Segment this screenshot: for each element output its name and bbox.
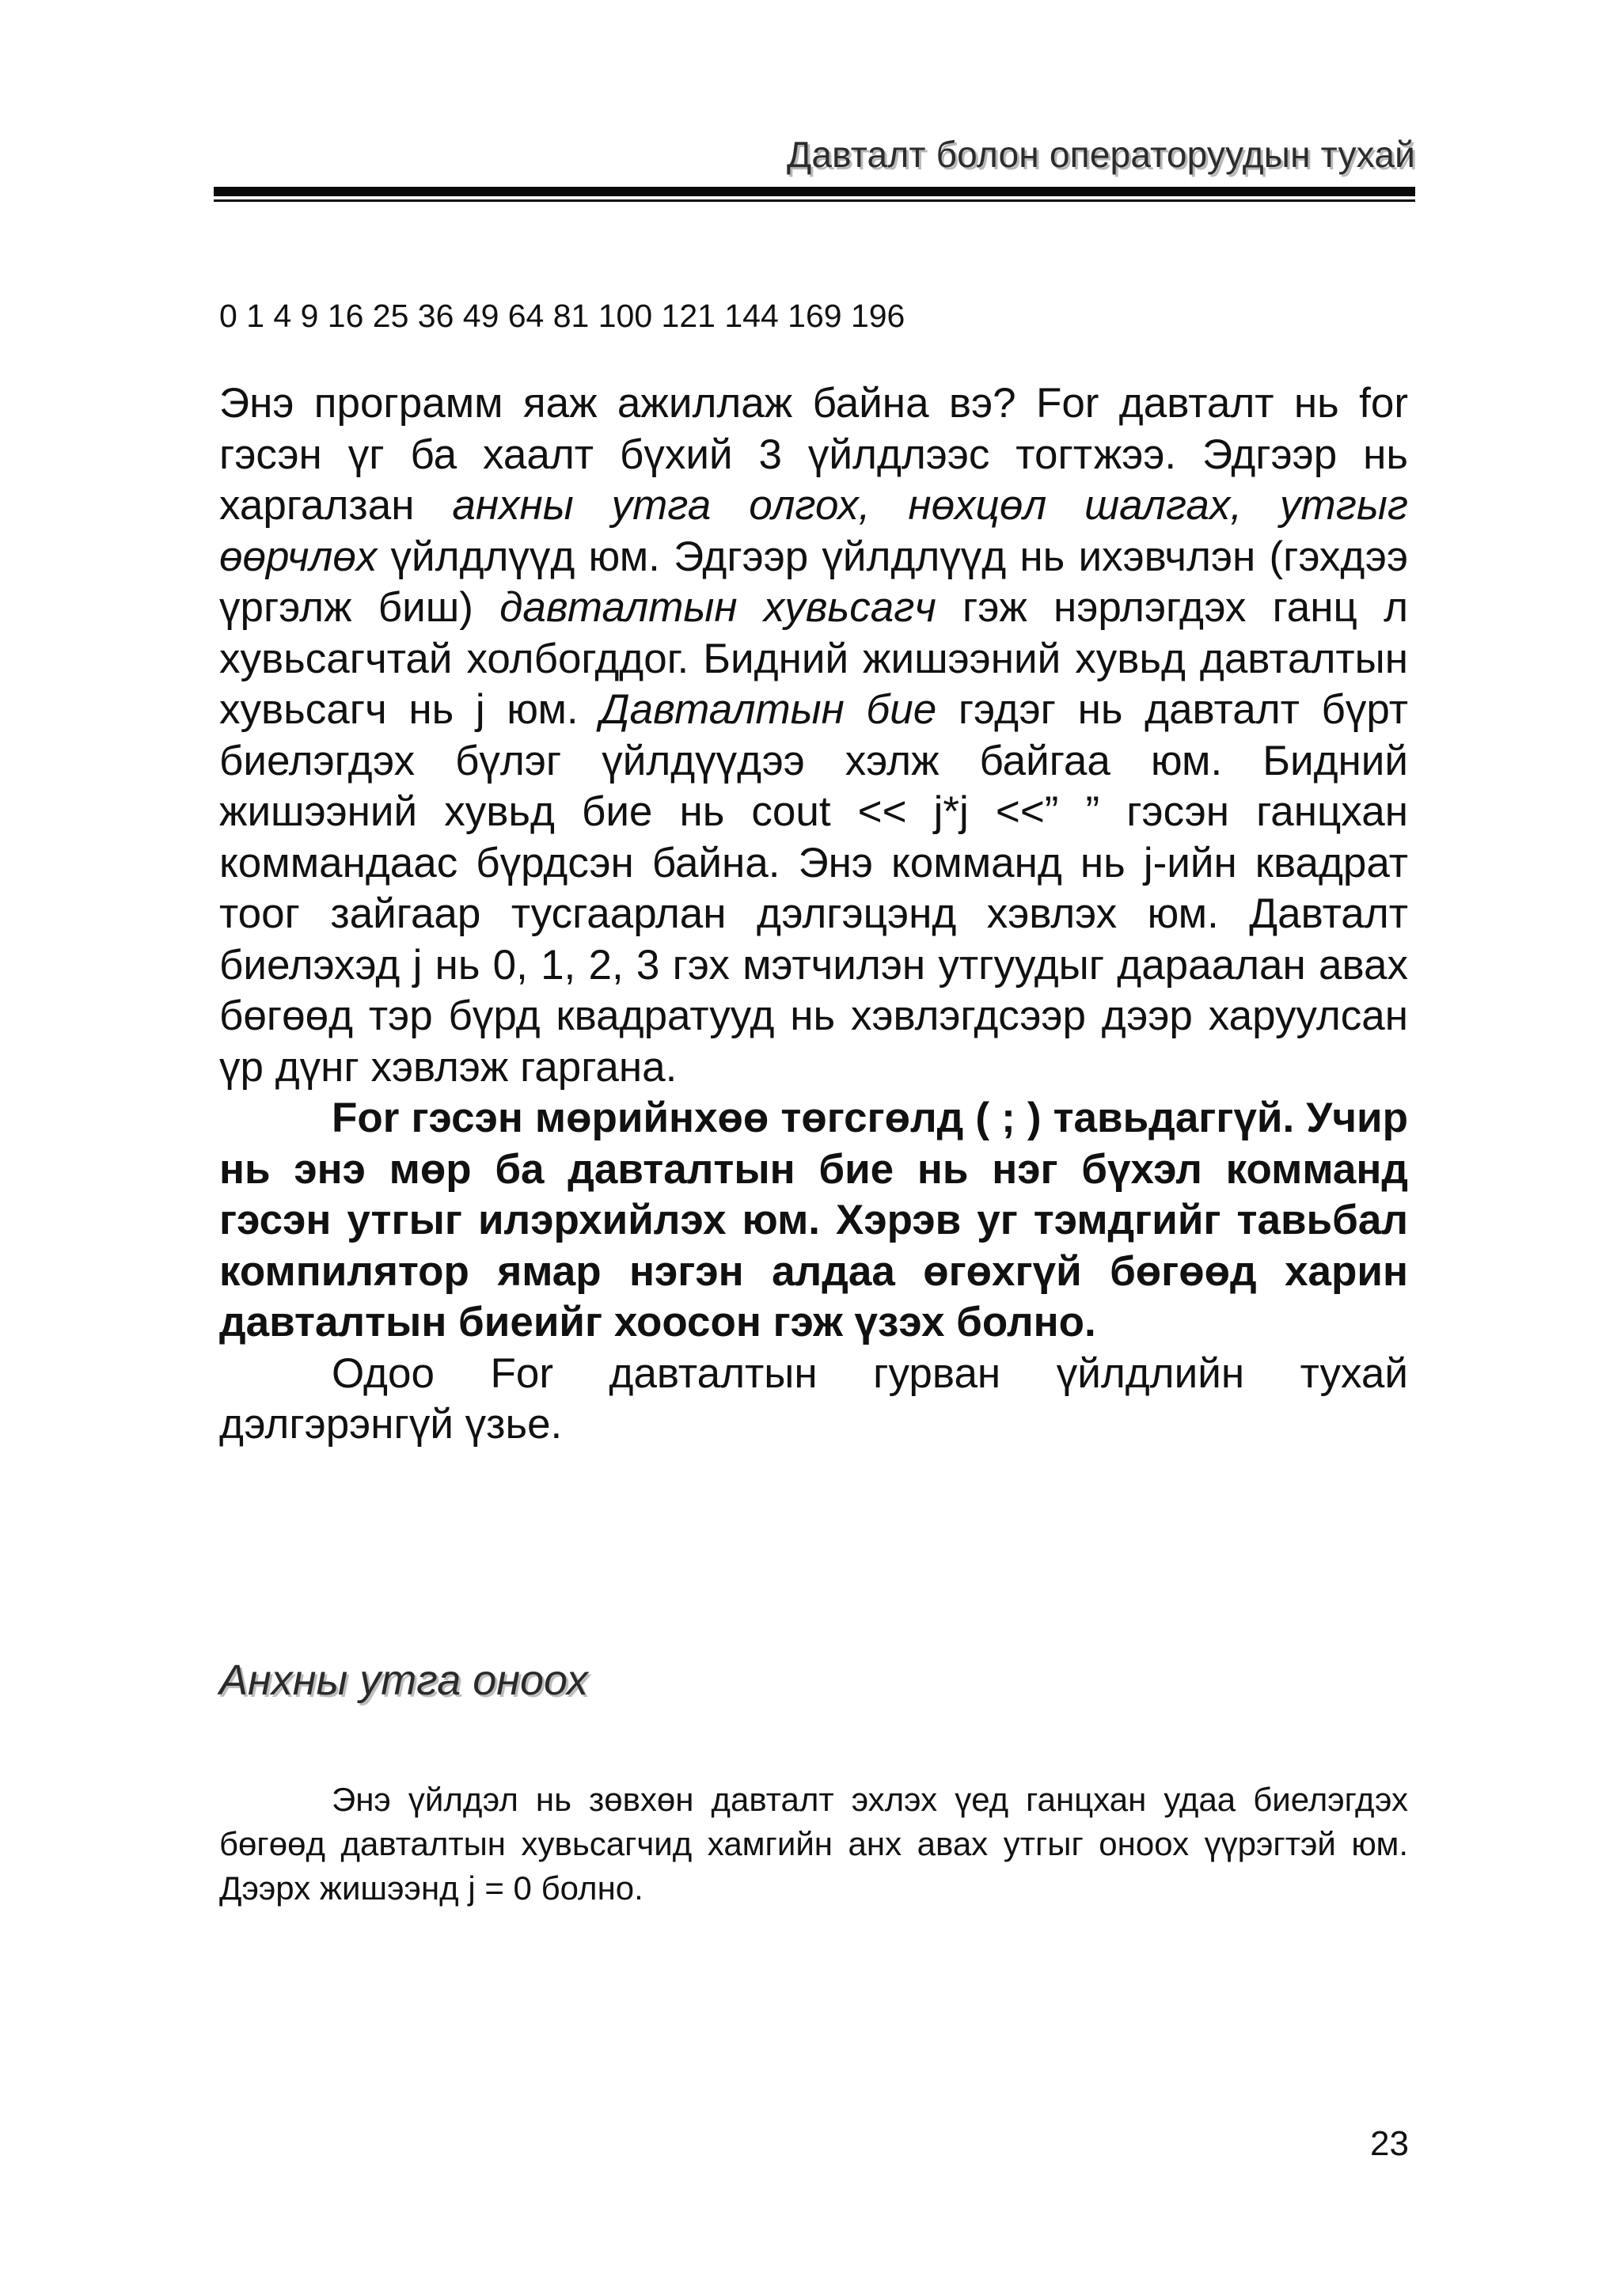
- section-body: [219, 1778, 1408, 1911]
- body-text: [219, 378, 1408, 1451]
- italic-term-operations: анхны утга олгох, нөхцөл шалгах, утгыг өөрчлөх: [219, 482, 1408, 580]
- paragraph-text-2: үйлдлүүд юм. Эдгээр үйлдлүүд нь ихэвчлэн (гэхдээ үргэлж биш): [219, 533, 1408, 631]
- program-output-line: 0 1 4 9 16 25 36 49 64 81 100 121 144 169 196: [219, 298, 905, 334]
- header-rule-thick: [214, 187, 1415, 196]
- italic-term-loop-variable: давталтын хувьсагч: [499, 584, 936, 631]
- page-number: 23: [1370, 2124, 1409, 2163]
- paragraph-text-1: Энэ программ яаж ажиллаж байна вэ? For давталт нь for гэсэн үг ба хаалт бүхий 3 үйлдлээс тогтжээ. Эдгээр нь харгалзан: [219, 380, 1408, 529]
- section-paragraph: Энэ үйлдэл нь зөвхөн давталт эхлэх үед ганцхан удаа биелэгдэх бөгөөд давталтын хувьсагчид хамгийн анх авах утгыг оноох үүрэгтэй юм. Дээрх жишээнд j = 0 болно.: [219, 1781, 1408, 1907]
- header-rule-thin: [214, 199, 1415, 202]
- paragraph-explanation: [219, 378, 1408, 1093]
- section-heading: Анхны утга оноох: [219, 1657, 588, 1704]
- paragraph-text-4: гэдэг нь давталт бүрт биелэгдэх бүлэг үйлдүүдээ хэлж байгаа юм. Бидний жишээний хувьд бие нь cout << j*j <<” ” гэсэн ганцхан коммандаас бүрдсэн байна. Энэ комманд нь j-ийн квадрат тоог зайгаар тусгаарлан дэлгэцэнд хэвлэх юм. Давталт биелэхэд j нь 0, 1, 2, 3 гэх мэтчилэн утгуудыг дараалан авах бөгөөд тэр бүрд квадратууд нь хэвлэгдсээр дээр харуулсан үр дүнг хэвлэж гаргана.: [219, 686, 1408, 1091]
- paragraph-text-3: гэж нэрлэгдэх ганц л хувьсагчтай холбогддог. Бидний жишээний хувьд давталтын хувьсагч нь j юм.: [219, 584, 1408, 733]
- running-header: Давталт болон операторуудын тухай: [787, 134, 1415, 175]
- paragraph-intro-next: Одоо For давталтын гурван үйлдлийн тухай дэлгэрэнгүй үзье.: [219, 1349, 1408, 1448]
- italic-term-loop-body: Давталтын бие: [600, 686, 937, 733]
- paragraph-semicolon-note: For гэсэн мөрийнхөө төгсгөлд ( ; ) тавьдаггүй. Учир нь энэ мөр ба давталтын бие нь нэг бүхэл комманд гэсэн утгыг илэрхийлэх юм. Хэрэв уг тэмдгийг тавьбал компилятор ямар нэгэн алдаа өгөхгүй бөгөөд харин давталтын биеийг хоосон гэж үзэх болно.: [219, 1095, 1408, 1345]
